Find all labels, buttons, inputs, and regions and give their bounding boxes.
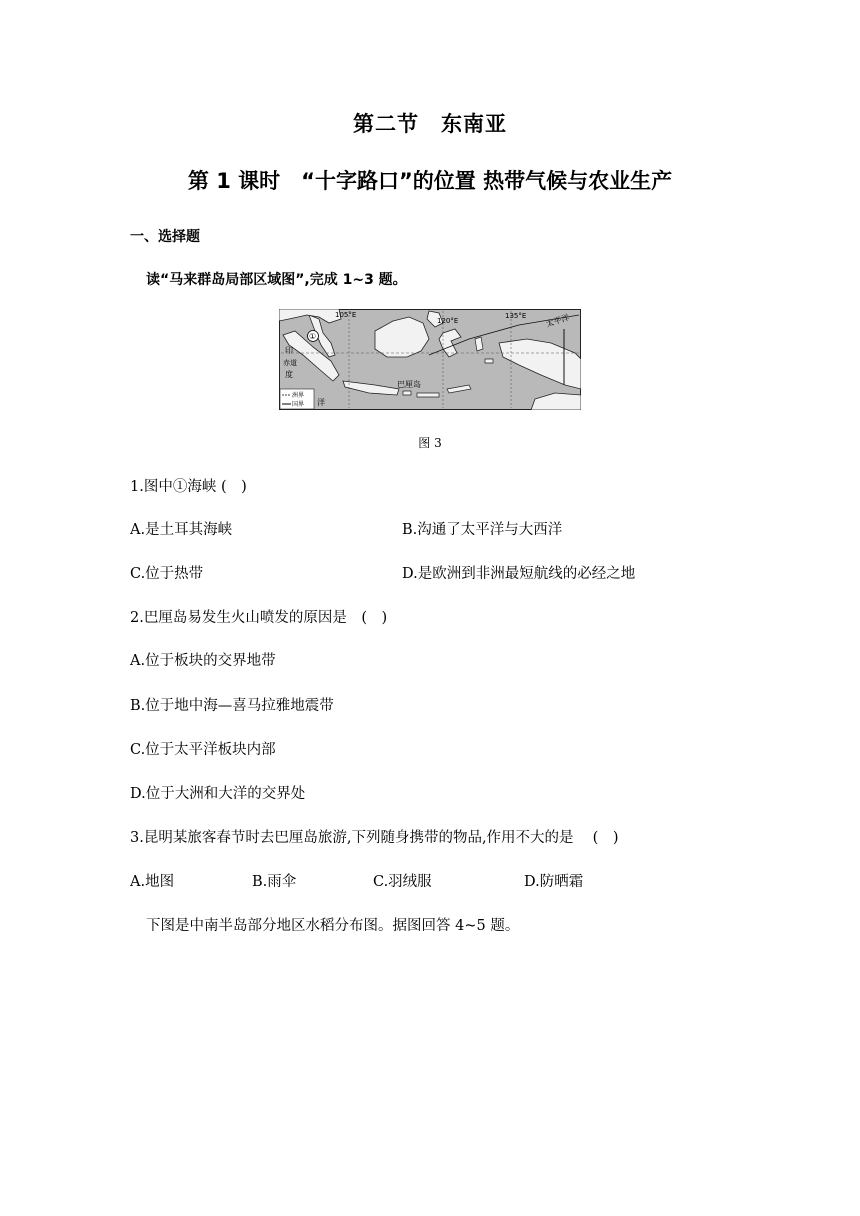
label-indian-ocean-1: 印 xyxy=(285,346,293,355)
question-3-option-a: A.地图 xyxy=(130,874,175,890)
question-3-option-d: D.防晒霜 xyxy=(524,874,584,890)
section-title: 第二节 东南亚 xyxy=(353,112,507,136)
label-bali: 巴厘岛 xyxy=(397,380,421,389)
question-2-option-c: C.位于太平洋板块内部 xyxy=(130,742,276,758)
question-3-stem: 3.昆明某旅客春节时去巴厘岛旅游,下列随身携带的物品,作用不大的是 ( ) xyxy=(130,830,619,846)
land-lesser-sunda xyxy=(417,393,439,397)
label-pacific: 太平洋 xyxy=(544,312,571,329)
question-3-option-c: C.羽绒服 xyxy=(373,874,432,890)
question-3-option-b: B.雨伞 xyxy=(252,874,297,890)
malay-archipelago-map xyxy=(279,309,581,410)
question-intro: 读“马来群岛局部区域图”,完成 1~3 题。 xyxy=(146,272,407,288)
label-120e: 120°E xyxy=(437,317,459,325)
question-1-option-a: A.是土耳其海峡 xyxy=(130,522,233,538)
label-indian-ocean-2: 度 xyxy=(285,370,293,379)
question-1-option-d: D.是欧洲到非洲最短航线的必经之地 xyxy=(402,566,636,582)
question-2-stem: 2.巴厘岛易发生火山喷发的原因是 ( ) xyxy=(130,610,388,626)
question-1-option-b: B.沟通了太平洋与大西洋 xyxy=(402,522,563,538)
legend-continent-boundary: 洲界 xyxy=(292,392,305,399)
label-indian-ocean-3: 洋 xyxy=(317,398,325,407)
label-105e: 105°E xyxy=(335,311,357,319)
label-strait-number: ① xyxy=(309,332,317,341)
label-135e: 135°E xyxy=(505,312,527,320)
question-1-stem: 1.图中①海峡 ( ) xyxy=(130,479,247,495)
land-small-island xyxy=(485,359,493,363)
question-2-option-a: A.位于板块的交界地带 xyxy=(130,653,276,669)
question-1-option-c: C.位于热带 xyxy=(130,566,204,582)
label-equator: 赤道 xyxy=(283,359,297,367)
section-heading: 一、选择题 xyxy=(130,229,200,245)
question-2-option-d: D.位于大洲和大洋的交界处 xyxy=(130,786,306,802)
lesson-title: 第 1 课时 “十字路口”的位置 热带气候与农业生产 xyxy=(187,169,673,193)
figure-caption: 图 3 xyxy=(418,436,442,450)
question-2-option-b: B.位于地中海—喜马拉雅地震带 xyxy=(130,698,334,714)
land-bali xyxy=(403,391,411,395)
legend-country-boundary: 国界 xyxy=(292,401,305,408)
question-intro-4-5: 下图是中南半岛部分地区水稻分布图。据图回答 4~5 题。 xyxy=(146,918,520,934)
